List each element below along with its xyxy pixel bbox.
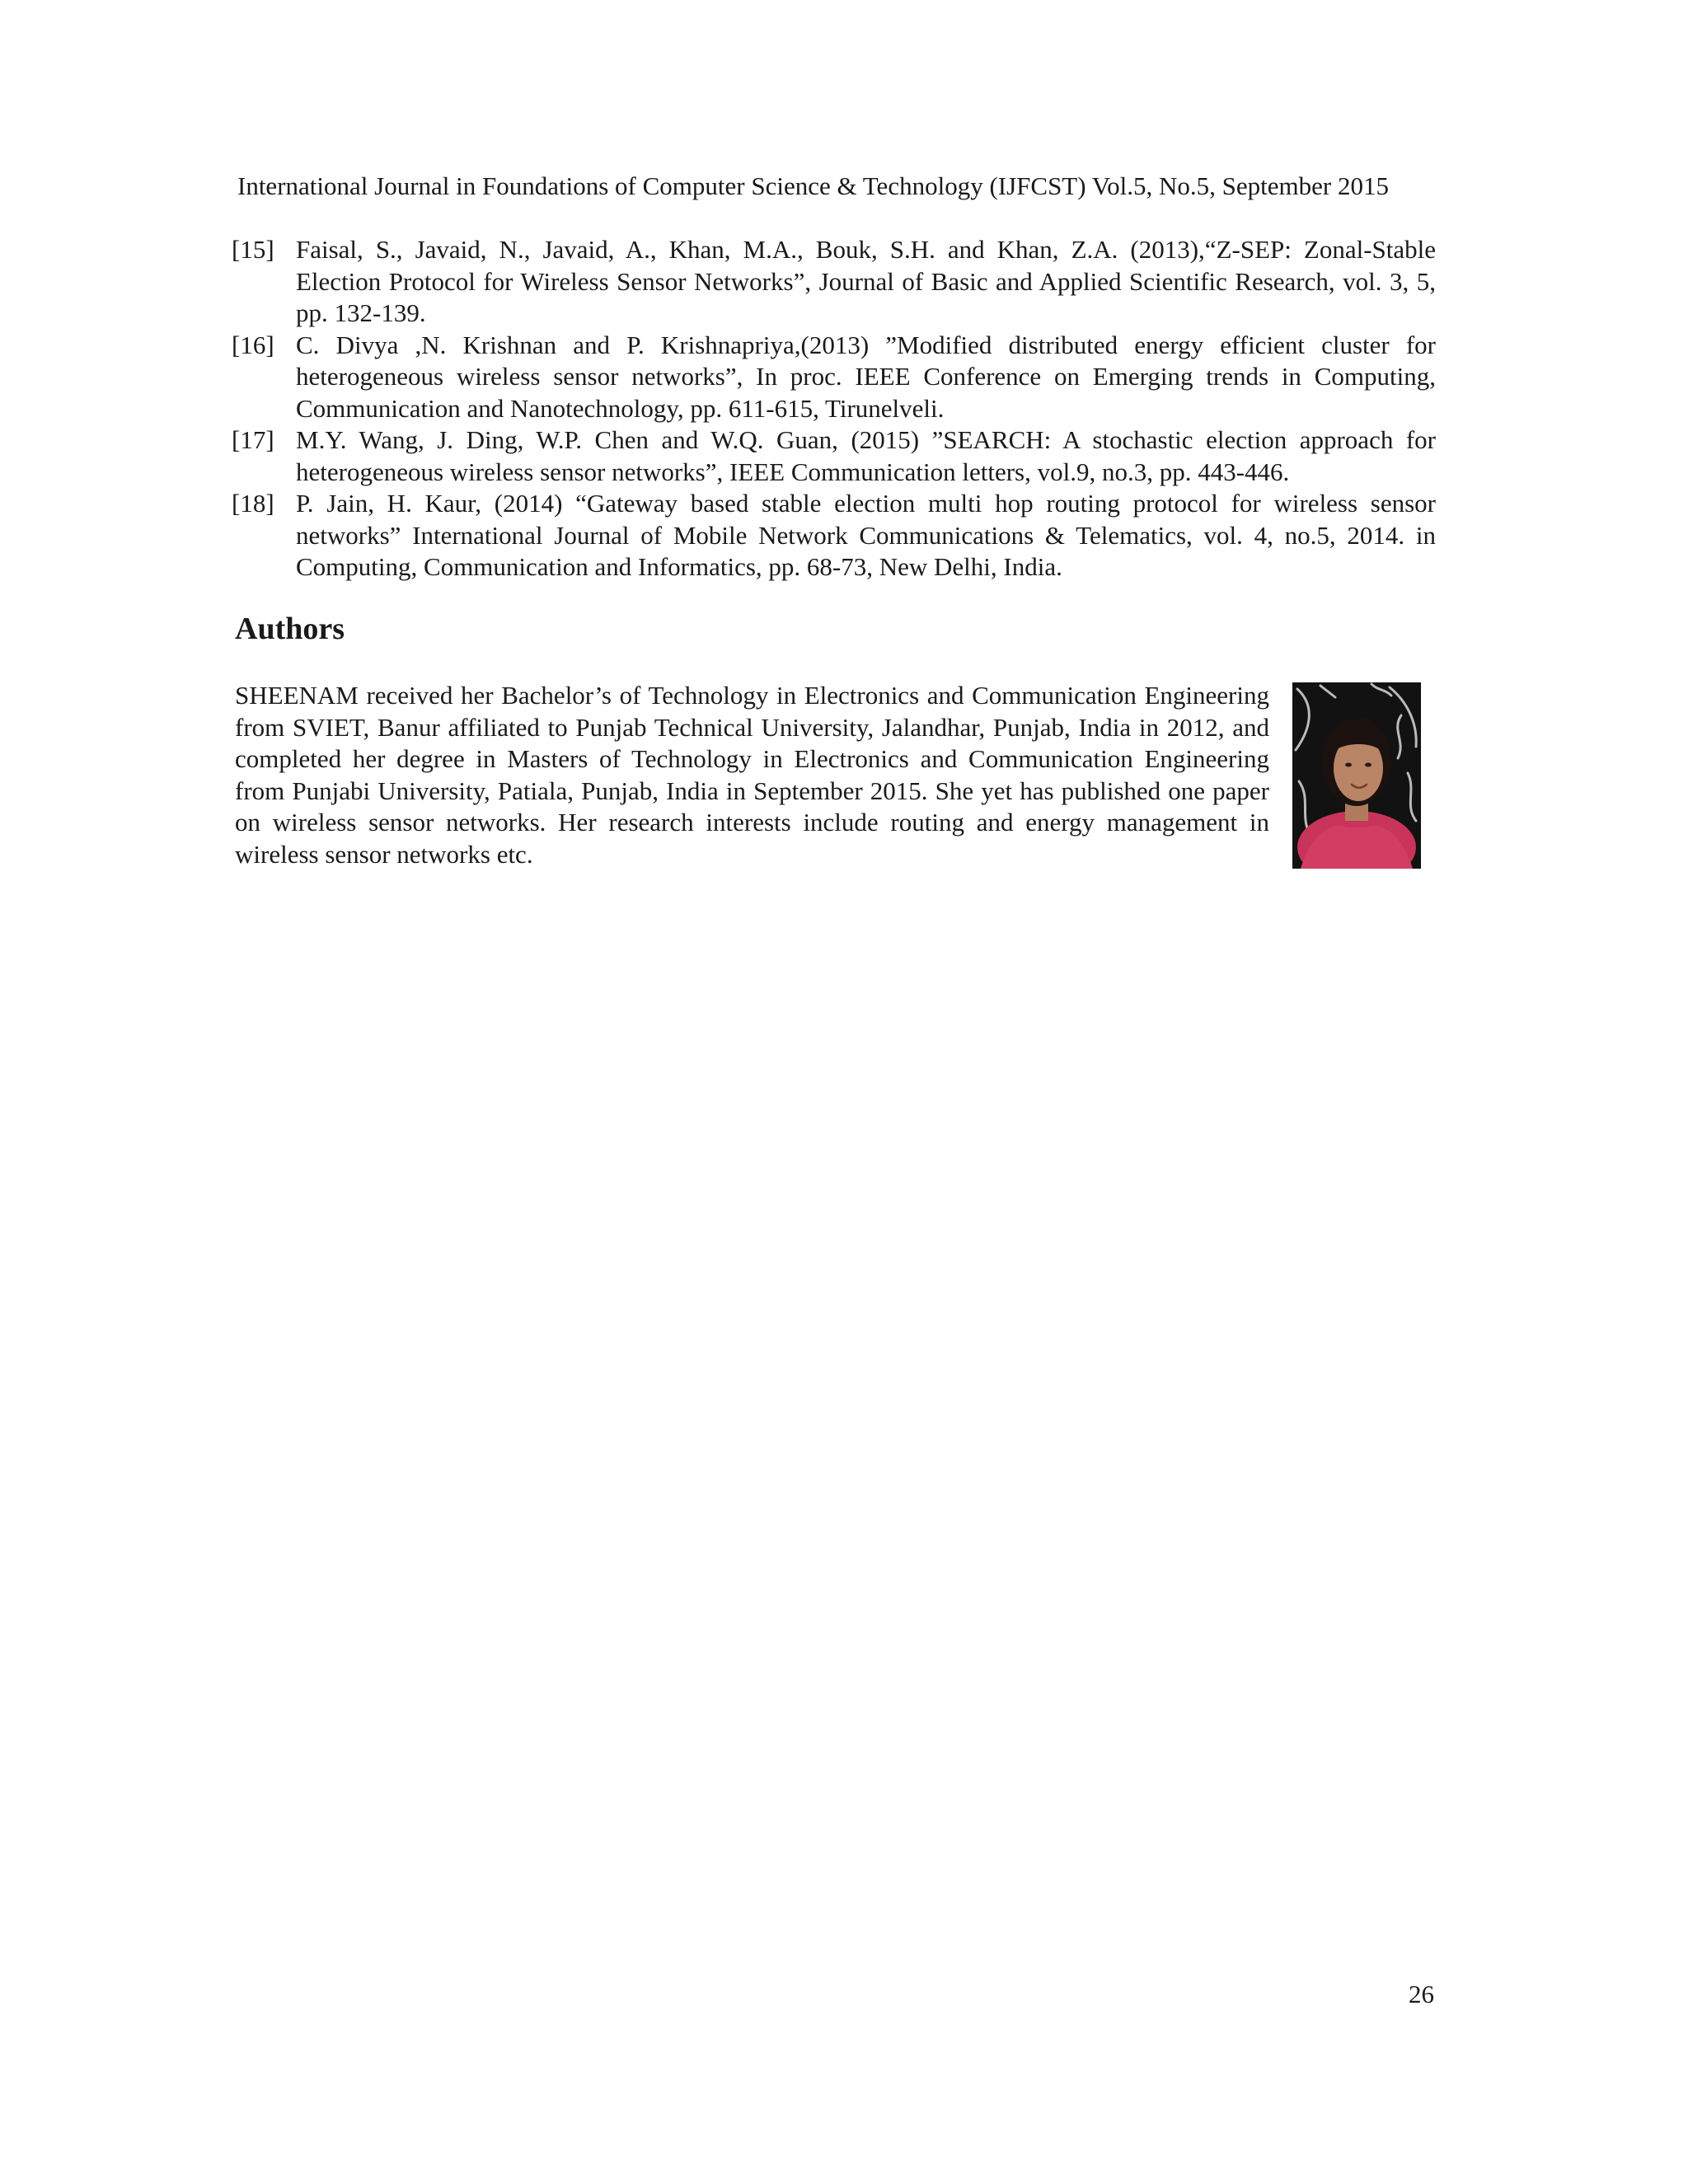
reference-text: Faisal, S., Javaid, N., Javaid, A., Khan, M.A., Bouk, S.H. and Khan, Z.A. (2013),“Z-SEP: Zonal-Stable Election Protocol for Wireless Sensor Networks”, Journal of Basic and Applied Scientific Research, vol. 3, 5, pp. 132-139. — [296, 235, 1436, 327]
reference-item — [232, 424, 1436, 488]
author-portrait-image — [1292, 682, 1421, 869]
reference-number: [18] — [232, 489, 274, 518]
reference-text: C. Divya ,N. Krishnan and P. Krishnapriya,(2013) ”Modified distributed energy efficient cluster for heterogeneous wireless sensor networks”, In proc. IEEE Conference on Emerging trends in Computing, Communication and Nanotechnology, pp. 611-615, Tirunelveli. — [296, 330, 1436, 423]
reference-item — [232, 330, 1436, 425]
authors-heading: Authors — [235, 612, 345, 646]
author-bio: SHEENAM received her Bachelor’s of Technology in Electronics and Communication Engineering from SVIET, Banur affiliated to Punjab Technical University, Jalandhar, Punjab, India in 2012, and completed her degree in Masters of Technology in Electronics and Communication Engineering from Punjabi University, Patiala, Punjab, India in September 2015. She yet has published one paper on wireless sensor networks. Her research interests include routing and energy management in wireless sensor networks etc. — [235, 681, 1269, 869]
author-photo — [1292, 682, 1421, 869]
page-number: 26 — [1409, 1980, 1434, 2008]
reference-number: [15] — [232, 235, 274, 264]
reference-item — [232, 488, 1436, 583]
reference-item — [232, 234, 1436, 330]
reference-number: [17] — [232, 425, 274, 454]
reference-list — [232, 234, 1436, 583]
reference-text: M.Y. Wang, J. Ding, W.P. Chen and W.Q. Guan, (2015) ”SEARCH: A stochastic election approach for heterogeneous wireless sensor networks”, IEEE Communication letters, vol.9, no.3, pp. 443-446. — [296, 425, 1436, 486]
reference-number: [16] — [232, 330, 274, 359]
running-header: International Journal in Foundations of Computer Science & Technology (IJFCST) Vol.5, No.5, September 2015 — [237, 171, 1389, 200]
reference-text: P. Jain, H. Kaur, (2014) “Gateway based stable election multi hop routing protocol for wireless sensor networks” International Journal of Mobile Network Communications & Telematics, vol. 4, no.5, 2014. in Computing, Communication and Informatics, pp. 68-73, New Delhi, India. — [296, 489, 1436, 581]
